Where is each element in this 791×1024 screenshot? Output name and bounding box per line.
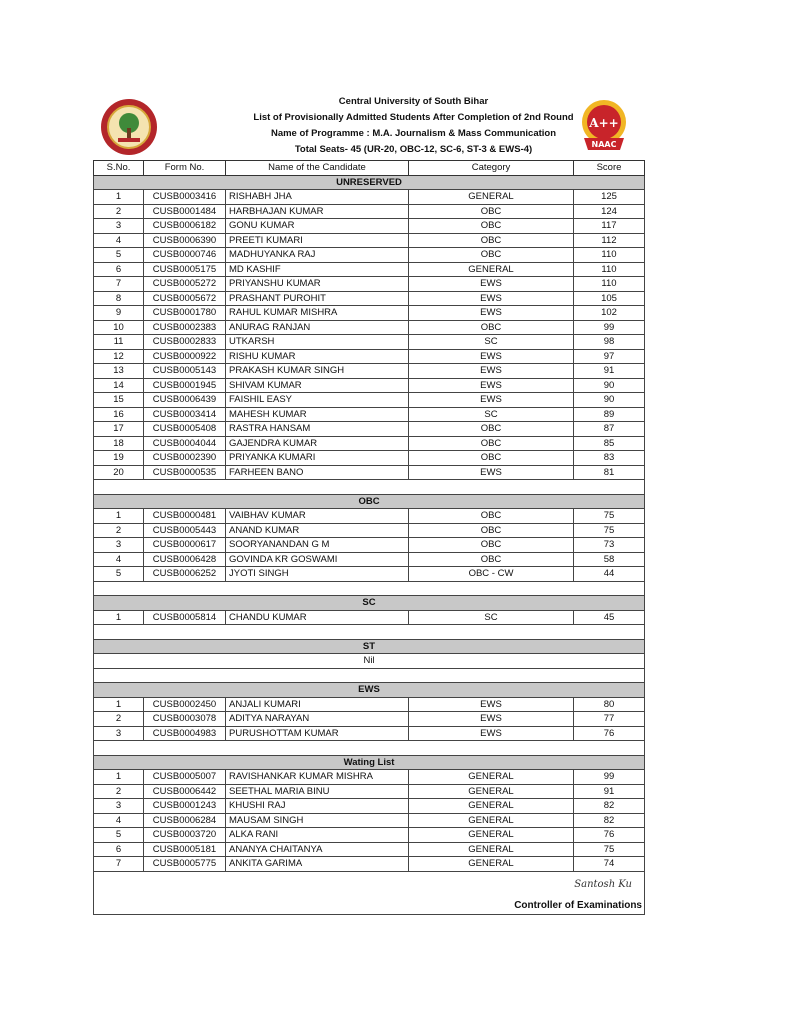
- score-cell: 75: [574, 509, 645, 524]
- category-cell: EWS: [409, 378, 574, 393]
- form-no-cell: CUSB0006428: [144, 552, 226, 567]
- university-seal-logo: [100, 98, 158, 156]
- section-title: EWS: [94, 683, 645, 698]
- sno-cell: 3: [94, 799, 144, 814]
- table-row: [94, 248, 645, 263]
- score-cell: 74: [574, 857, 645, 872]
- score-cell: 87: [574, 422, 645, 437]
- name-cell: GONU KUMAR: [226, 219, 409, 234]
- category-cell: GENERAL: [409, 813, 574, 828]
- col-category: Category: [409, 161, 574, 176]
- name-cell: SEETHAL MARIA BINU: [226, 784, 409, 799]
- category-cell: OBC: [409, 523, 574, 538]
- section-title: ST: [94, 639, 645, 654]
- signature-block: [94, 871, 645, 914]
- sno-cell: 2: [94, 784, 144, 799]
- sno-cell: 3: [94, 726, 144, 741]
- table-row: [94, 523, 645, 538]
- sno-cell: 4: [94, 233, 144, 248]
- category-cell: EWS: [409, 726, 574, 741]
- form-no-cell: CUSB0006284: [144, 813, 226, 828]
- gap-cell: [94, 741, 645, 756]
- form-no-cell: CUSB0006390: [144, 233, 226, 248]
- table-row: [94, 509, 645, 524]
- table-row: [94, 291, 645, 306]
- form-no-cell: CUSB0004044: [144, 436, 226, 451]
- name-cell: HARBHAJAN KUMAR: [226, 204, 409, 219]
- category-cell: GENERAL: [409, 842, 574, 857]
- score-cell: 112: [574, 233, 645, 248]
- form-no-cell: CUSB0001945: [144, 378, 226, 393]
- name-cell: PRIYANSHU KUMAR: [226, 277, 409, 292]
- score-cell: 81: [574, 465, 645, 480]
- score-cell: 110: [574, 248, 645, 263]
- table-row: [94, 349, 645, 364]
- category-cell: GENERAL: [409, 190, 574, 205]
- sno-cell: 19: [94, 451, 144, 466]
- sno-cell: 4: [94, 552, 144, 567]
- section-title: SC: [94, 596, 645, 611]
- form-no-cell: CUSB0001484: [144, 204, 226, 219]
- col-score: Score: [574, 161, 645, 176]
- name-cell: VAIBHAV KUMAR: [226, 509, 409, 524]
- table-row: [94, 654, 645, 669]
- score-cell: 98: [574, 335, 645, 350]
- category-cell: GENERAL: [409, 828, 574, 843]
- category-cell: EWS: [409, 349, 574, 364]
- table-row: [94, 233, 645, 248]
- form-no-cell: CUSB0005443: [144, 523, 226, 538]
- table-row: [94, 465, 645, 480]
- sno-cell: 7: [94, 857, 144, 872]
- category-cell: OBC: [409, 204, 574, 219]
- table-row: [94, 770, 645, 785]
- sno-cell: 11: [94, 335, 144, 350]
- score-cell: 83: [574, 451, 645, 466]
- name-cell: ANURAG RANJAN: [226, 320, 409, 335]
- category-cell: OBC: [409, 538, 574, 553]
- name-cell: MADHUYANKA RAJ: [226, 248, 409, 263]
- score-cell: 110: [574, 277, 645, 292]
- sno-cell: 1: [94, 697, 144, 712]
- name-cell: MD KASHIF: [226, 262, 409, 277]
- section-header: [94, 175, 645, 190]
- list-title: List of Provisionally Admitted Students After Completion of 2nd Round: [253, 112, 574, 123]
- sno-cell: 6: [94, 262, 144, 277]
- sno-cell: 5: [94, 248, 144, 263]
- form-no-cell: CUSB0006252: [144, 567, 226, 582]
- category-cell: OBC: [409, 422, 574, 437]
- programme-name: Name of Programme : M.A. Journalism & Mass Communication: [270, 128, 557, 139]
- score-cell: 89: [574, 407, 645, 422]
- table-row: [94, 204, 645, 219]
- form-no-cell: CUSB0005272: [144, 277, 226, 292]
- name-cell: GOVINDA KR GOSWAMI: [226, 552, 409, 567]
- sno-cell: 2: [94, 712, 144, 727]
- form-no-cell: CUSB0005775: [144, 857, 226, 872]
- table-row: [94, 190, 645, 205]
- form-no-cell: CUSB0006182: [144, 219, 226, 234]
- sno-cell: 5: [94, 828, 144, 843]
- table-row: [94, 813, 645, 828]
- name-cell: ANKITA GARIMA: [226, 857, 409, 872]
- form-no-cell: CUSB0003414: [144, 407, 226, 422]
- category-cell: EWS: [409, 712, 574, 727]
- form-no-cell: CUSB0000746: [144, 248, 226, 263]
- form-no-cell: CUSB0001243: [144, 799, 226, 814]
- category-cell: GENERAL: [409, 857, 574, 872]
- university-name: Central University of South Bihar: [338, 96, 489, 107]
- form-no-cell: CUSB0005007: [144, 770, 226, 785]
- name-cell: PURUSHOTTAM KUMAR: [226, 726, 409, 741]
- sno-cell: 12: [94, 349, 144, 364]
- form-no-cell: CUSB0005814: [144, 610, 226, 625]
- table-row: [94, 567, 645, 582]
- category-cell: OBC: [409, 451, 574, 466]
- name-cell: PREETI KUMARI: [226, 233, 409, 248]
- category-cell: GENERAL: [409, 784, 574, 799]
- category-cell: GENERAL: [409, 262, 574, 277]
- form-no-cell: CUSB0002390: [144, 451, 226, 466]
- score-cell: 77: [574, 712, 645, 727]
- name-cell: RASTRA HANSAM: [226, 422, 409, 437]
- form-no-cell: CUSB0000535: [144, 465, 226, 480]
- name-cell: RAHUL KUMAR MISHRA: [226, 306, 409, 321]
- sno-cell: 4: [94, 813, 144, 828]
- table-row: [94, 335, 645, 350]
- sno-cell: 14: [94, 378, 144, 393]
- table-row: [94, 262, 645, 277]
- form-no-cell: CUSB0005408: [144, 422, 226, 437]
- name-cell: JYOTI SINGH: [226, 567, 409, 582]
- sno-cell: 7: [94, 277, 144, 292]
- section-header: [94, 494, 645, 509]
- score-cell: 105: [574, 291, 645, 306]
- col-sno: S.No.: [94, 161, 144, 176]
- form-no-cell: CUSB0003720: [144, 828, 226, 843]
- section-gap: [94, 668, 645, 683]
- sno-cell: 10: [94, 320, 144, 335]
- score-cell: 76: [574, 828, 645, 843]
- section-gap: [94, 741, 645, 756]
- score-cell: 125: [574, 190, 645, 205]
- svg-text:NAAC: NAAC: [591, 140, 617, 149]
- section-title: Wating List: [94, 755, 645, 770]
- sno-cell: 18: [94, 436, 144, 451]
- score-cell: 76: [574, 726, 645, 741]
- score-cell: 90: [574, 393, 645, 408]
- name-cell: FARHEEN BANO: [226, 465, 409, 480]
- sno-cell: 9: [94, 306, 144, 321]
- name-cell: CHANDU KUMAR: [226, 610, 409, 625]
- form-no-cell: CUSB0004983: [144, 726, 226, 741]
- name-cell: PRASHANT PUROHIT: [226, 291, 409, 306]
- score-cell: 75: [574, 523, 645, 538]
- name-cell: RISHU KUMAR: [226, 349, 409, 364]
- name-cell: MAHESH KUMAR: [226, 407, 409, 422]
- table-row: [94, 306, 645, 321]
- gap-cell: [94, 480, 645, 495]
- total-seats: Total Seats- 45 (UR-20, OBC-12, SC-6, ST-3 & EWS-4): [294, 144, 533, 155]
- score-cell: 73: [574, 538, 645, 553]
- sno-cell: 8: [94, 291, 144, 306]
- table-row: [94, 422, 645, 437]
- score-cell: 97: [574, 349, 645, 364]
- form-no-cell: CUSB0005175: [144, 262, 226, 277]
- name-cell: ADITYA NARAYAN: [226, 712, 409, 727]
- name-cell: RAVISHANKAR KUMAR MISHRA: [226, 770, 409, 785]
- sno-cell: 6: [94, 842, 144, 857]
- signature: Santosh Ku: [574, 878, 632, 890]
- score-cell: 110: [574, 262, 645, 277]
- category-cell: EWS: [409, 393, 574, 408]
- name-cell: ANAND KUMAR: [226, 523, 409, 538]
- score-cell: 80: [574, 697, 645, 712]
- table-row: [94, 219, 645, 234]
- section-gap: [94, 581, 645, 596]
- score-cell: 102: [574, 306, 645, 321]
- name-cell: SHIVAM KUMAR: [226, 378, 409, 393]
- col-form-no: Form No.: [144, 161, 226, 176]
- form-no-cell: CUSB0006442: [144, 784, 226, 799]
- table-row: [94, 552, 645, 567]
- score-cell: 91: [574, 784, 645, 799]
- score-cell: 82: [574, 813, 645, 828]
- category-cell: OBC: [409, 436, 574, 451]
- table-row: [94, 610, 645, 625]
- score-cell: 85: [574, 436, 645, 451]
- table-body: [94, 175, 645, 871]
- form-no-cell: CUSB0005143: [144, 364, 226, 379]
- form-no-cell: CUSB0002383: [144, 320, 226, 335]
- section-header: [94, 683, 645, 698]
- sno-cell: 20: [94, 465, 144, 480]
- form-no-cell: CUSB0005672: [144, 291, 226, 306]
- section-header: [94, 639, 645, 654]
- sno-cell: 1: [94, 610, 144, 625]
- table-row: [94, 842, 645, 857]
- sno-cell: 2: [94, 204, 144, 219]
- table-row: [94, 378, 645, 393]
- score-cell: 117: [574, 219, 645, 234]
- table-row: [94, 320, 645, 335]
- section-header: [94, 755, 645, 770]
- nil-cell: Nil: [94, 654, 645, 669]
- form-no-cell: CUSB0000481: [144, 509, 226, 524]
- table-row: [94, 799, 645, 814]
- category-cell: EWS: [409, 697, 574, 712]
- section-title: UNRESERVED: [94, 175, 645, 190]
- score-cell: 90: [574, 378, 645, 393]
- section-gap: [94, 625, 645, 640]
- section-header: [94, 596, 645, 611]
- category-cell: OBC - CW: [409, 567, 574, 582]
- form-no-cell: CUSB0000922: [144, 349, 226, 364]
- sno-cell: 16: [94, 407, 144, 422]
- score-cell: 58: [574, 552, 645, 567]
- table-row: [94, 277, 645, 292]
- table-row: [94, 828, 645, 843]
- sno-cell: 1: [94, 509, 144, 524]
- score-cell: 124: [574, 204, 645, 219]
- table-row: [94, 451, 645, 466]
- gap-cell: [94, 581, 645, 596]
- category-cell: SC: [409, 610, 574, 625]
- name-cell: PRIYANKA KUMARI: [226, 451, 409, 466]
- table-row: [94, 538, 645, 553]
- score-cell: 45: [574, 610, 645, 625]
- section-gap: [94, 480, 645, 495]
- table-row: [94, 712, 645, 727]
- category-cell: OBC: [409, 509, 574, 524]
- score-cell: 99: [574, 770, 645, 785]
- form-no-cell: CUSB0005181: [144, 842, 226, 857]
- table-row: [94, 697, 645, 712]
- name-cell: RISHABH JHA: [226, 190, 409, 205]
- table-row: [94, 364, 645, 379]
- sno-cell: 5: [94, 567, 144, 582]
- category-cell: OBC: [409, 320, 574, 335]
- name-cell: SOORYANANDAN G M: [226, 538, 409, 553]
- sno-cell: 13: [94, 364, 144, 379]
- sno-cell: 1: [94, 770, 144, 785]
- form-no-cell: CUSB0003078: [144, 712, 226, 727]
- sno-cell: 17: [94, 422, 144, 437]
- score-cell: 44: [574, 567, 645, 582]
- table-row: [94, 726, 645, 741]
- form-no-cell: CUSB0000617: [144, 538, 226, 553]
- table-row: [94, 393, 645, 408]
- category-cell: SC: [409, 407, 574, 422]
- category-cell: EWS: [409, 364, 574, 379]
- sno-cell: 3: [94, 219, 144, 234]
- col-name: Name of the Candidate: [226, 161, 409, 176]
- category-cell: OBC: [409, 552, 574, 567]
- name-cell: GAJENDRA KUMAR: [226, 436, 409, 451]
- gap-cell: [94, 668, 645, 683]
- section-title: OBC: [94, 494, 645, 509]
- category-cell: GENERAL: [409, 770, 574, 785]
- signatory-title: Controller of Examinations: [514, 899, 642, 911]
- category-cell: EWS: [409, 306, 574, 321]
- table-row: [94, 407, 645, 422]
- score-cell: 99: [574, 320, 645, 335]
- form-no-cell: CUSB0001780: [144, 306, 226, 321]
- name-cell: PRAKASH KUMAR SINGH: [226, 364, 409, 379]
- naac-badge-logo: [580, 98, 628, 156]
- category-cell: OBC: [409, 219, 574, 234]
- name-cell: MAUSAM SINGH: [226, 813, 409, 828]
- form-no-cell: CUSB0006439: [144, 393, 226, 408]
- category-cell: EWS: [409, 277, 574, 292]
- table-row: [94, 436, 645, 451]
- gap-cell: [94, 625, 645, 640]
- category-cell: EWS: [409, 291, 574, 306]
- name-cell: ANJALI KUMARI: [226, 697, 409, 712]
- sno-cell: 1: [94, 190, 144, 205]
- admission-table: [93, 160, 645, 915]
- score-cell: 82: [574, 799, 645, 814]
- name-cell: KHUSHI RAJ: [226, 799, 409, 814]
- sno-cell: 15: [94, 393, 144, 408]
- name-cell: FAISHIL EASY: [226, 393, 409, 408]
- table-row: [94, 784, 645, 799]
- table-header-row: [94, 161, 645, 176]
- score-cell: 75: [574, 842, 645, 857]
- category-cell: OBC: [409, 248, 574, 263]
- svg-text:A++: A++: [589, 116, 619, 130]
- form-no-cell: CUSB0002833: [144, 335, 226, 350]
- score-cell: 91: [574, 364, 645, 379]
- form-no-cell: CUSB0002450: [144, 697, 226, 712]
- category-cell: EWS: [409, 465, 574, 480]
- category-cell: SC: [409, 335, 574, 350]
- form-no-cell: CUSB0003416: [144, 190, 226, 205]
- name-cell: ANANYA CHAITANYA: [226, 842, 409, 857]
- category-cell: GENERAL: [409, 799, 574, 814]
- sno-cell: 3: [94, 538, 144, 553]
- name-cell: UTKARSH: [226, 335, 409, 350]
- category-cell: OBC: [409, 233, 574, 248]
- sno-cell: 2: [94, 523, 144, 538]
- table-row: [94, 857, 645, 872]
- name-cell: ALKA RANI: [226, 828, 409, 843]
